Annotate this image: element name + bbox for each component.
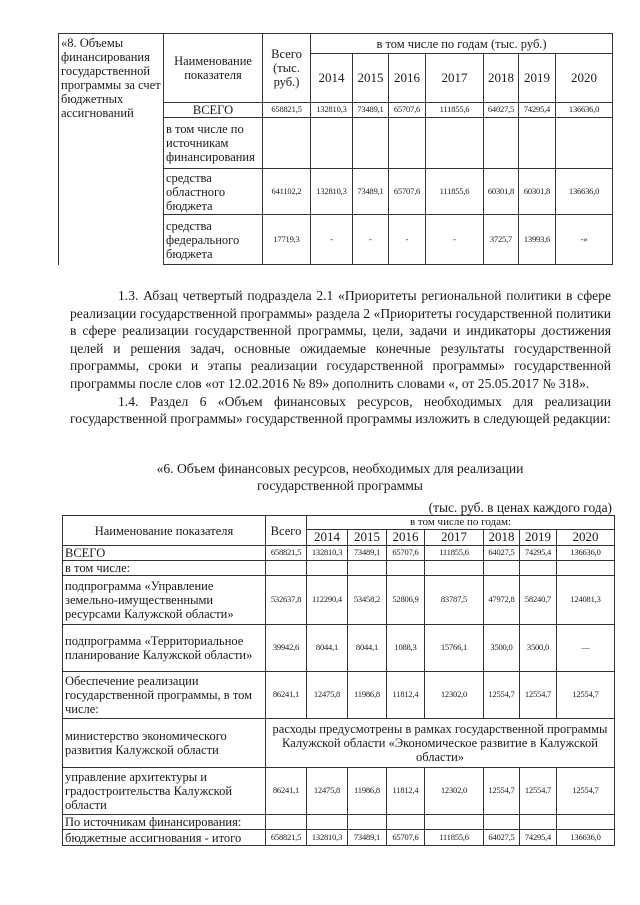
- row-value: [387, 815, 425, 830]
- row-value: —: [557, 625, 615, 672]
- row-label: управление архитектуры и градостроительства Калужской области: [63, 768, 266, 815]
- row-value: [557, 815, 615, 830]
- row-value: 74295,4: [520, 830, 557, 846]
- row-value: 73489,1: [348, 830, 387, 846]
- row-value: [307, 561, 348, 576]
- row-value: 64027,5: [484, 830, 520, 846]
- row-value: 12554,7: [484, 672, 520, 719]
- row-label: средства областного бюджета: [164, 169, 263, 215]
- row-value: [520, 561, 557, 576]
- row-total: 17719,3: [263, 215, 311, 265]
- row-value: 111855,6: [425, 546, 484, 561]
- units-note: (тыс. руб. в ценах каждого года): [428, 500, 612, 515]
- row-label: в том числе:: [63, 561, 266, 576]
- row-value: 65707,6: [387, 546, 425, 561]
- row-value: 136636,0: [556, 103, 613, 118]
- year-header: 2018: [484, 530, 520, 546]
- years-header: в том числе по годам:: [307, 516, 615, 530]
- year-header: 2015: [353, 54, 389, 103]
- header-row: [63, 516, 615, 530]
- row-value: [484, 815, 520, 830]
- row-value: 83787,5: [425, 576, 484, 625]
- year-header: 2017: [425, 530, 484, 546]
- row-value: [307, 815, 348, 830]
- row-label: подпрограмма «Территориальное планирование Калужской области»: [63, 625, 266, 672]
- year-header: 2017: [426, 54, 484, 103]
- row-total: 658821,5: [266, 546, 307, 561]
- name-header: Наименование показателя: [63, 516, 266, 546]
- row-value: 15766,1: [425, 625, 484, 672]
- section-heading: [60, 460, 620, 494]
- row-value: 74295,4: [519, 103, 556, 118]
- section-heading-line1: «6. Объем финансовых ресурсов, необходимых для реализации: [156, 461, 524, 476]
- row-value: [389, 118, 426, 169]
- table-row: [63, 625, 615, 672]
- row-value: 8044,1: [307, 625, 348, 672]
- row-value: 12554,7: [557, 672, 615, 719]
- row-value: 136636,0: [557, 546, 615, 561]
- row-value: 11812,4: [387, 768, 425, 815]
- row-label: подпрограмма «Управление земельно-имущественными ресурсами Калужской области»: [63, 576, 266, 625]
- row-value: 12475,8: [307, 768, 348, 815]
- table-row: [63, 561, 615, 576]
- row-value: 136636,0: [557, 830, 615, 846]
- year-header: 2014: [307, 530, 348, 546]
- row-label: ВСЕГО: [63, 546, 266, 561]
- row-value: 47972,8: [484, 576, 520, 625]
- section-heading-line2: государственной программы: [257, 478, 423, 493]
- total-header: Всего: [266, 516, 307, 546]
- row-value: 1088,3: [387, 625, 425, 672]
- paragraph-1-3: 1.3. Абзац четвертый подраздела 2.1 «Приоритеты региональной политики в сфере реализации государственной программы» раздела 2 «Приоритеты государственной политики в сфере реализации государственной программы, цели, задачи и индикаторы достижения целей и решения задач, основные ожидаемые конечные результаты государственной программы, сроки и этапы реализации государственной программы» государственной программы после слов «от 12.02.2016 № 89» дополнить словами «, от 25.05.2017 № 318».: [70, 288, 611, 391]
- table-row: [63, 815, 615, 830]
- row-value: [353, 118, 389, 169]
- year-header: 2016: [389, 54, 426, 103]
- year-header: 2018: [484, 54, 519, 103]
- header-row: [59, 34, 613, 54]
- resources-table: [62, 515, 615, 846]
- year-header: 2016: [387, 530, 425, 546]
- row-value: 3725,7: [484, 215, 519, 265]
- lead-cell: «8. Объемы финансирования государственной программы за счет бюджетных ассигнований: [59, 34, 164, 265]
- total-header: Всего (тыс. руб.): [263, 34, 311, 103]
- row-value: 12302,0: [425, 672, 484, 719]
- paragraph-1-4: 1.4. Раздел 6 «Объем финансовых ресурсов, необходимых для реализации государственной программы» государственной программы изложить в следующей редакции:: [70, 393, 611, 427]
- row-value: 60301,8: [484, 169, 519, 215]
- row-value: 8044,1: [348, 625, 387, 672]
- row-value: 12554,7: [484, 768, 520, 815]
- row-value: 124081,3: [557, 576, 615, 625]
- row-value: 53458,2: [348, 576, 387, 625]
- row-total: 658821,5: [266, 830, 307, 846]
- row-label: ВСЕГО: [164, 103, 263, 118]
- row-value: -»: [556, 215, 613, 265]
- row-value: [387, 561, 425, 576]
- row-value: -: [311, 215, 353, 265]
- row-value: 111855,6: [425, 830, 484, 846]
- row-label: бюджетные ассигнования - итого: [63, 830, 266, 846]
- table-row: [63, 719, 615, 768]
- row-total: [263, 118, 311, 169]
- row-value: 65707,6: [389, 103, 426, 118]
- year-header: 2020: [557, 530, 615, 546]
- row-value: -: [353, 215, 389, 265]
- table-row: [63, 830, 615, 846]
- year-header: 2014: [311, 54, 353, 103]
- row-total: 658821,5: [263, 103, 311, 118]
- row-value: [348, 561, 387, 576]
- row-total: [266, 561, 307, 576]
- row-label: средства федерального бюджета: [164, 215, 263, 265]
- row-value: 11986,8: [348, 768, 387, 815]
- row-value: 11812,4: [387, 672, 425, 719]
- row-value: 132810,3: [307, 830, 348, 846]
- row-value: [425, 815, 484, 830]
- row-value: 12554,7: [557, 768, 615, 815]
- row-value: 136636,0: [556, 169, 613, 215]
- row-value: 3500,0: [520, 625, 557, 672]
- row-value: [425, 561, 484, 576]
- table-row: [63, 546, 615, 561]
- row-value: [311, 118, 353, 169]
- row-value: 111855,6: [426, 169, 484, 215]
- row-value: 74295,4: [520, 546, 557, 561]
- row-value: [484, 118, 519, 169]
- row-value: 64027,5: [484, 103, 519, 118]
- row-value: 64027,5: [484, 546, 520, 561]
- row-value: 112290,4: [307, 576, 348, 625]
- row-value: 132810,3: [307, 546, 348, 561]
- row-value: 11986,8: [348, 672, 387, 719]
- row-value: 12554,7: [520, 768, 557, 815]
- row-value: 132810,3: [311, 169, 353, 215]
- row-total: 641102,2: [263, 169, 311, 215]
- row-value: 65707,6: [389, 169, 426, 215]
- row-value: 111855,6: [426, 103, 484, 118]
- name-header: Наименование показателя: [164, 34, 263, 103]
- row-value: 132810,3: [311, 103, 353, 118]
- row-value: 12302,0: [425, 768, 484, 815]
- passport-financing-table: [58, 33, 613, 265]
- row-value: [556, 118, 613, 169]
- row-total: 86241,1: [266, 672, 307, 719]
- merged-note: расходы предусмотрены в рамках государственной программы Калужской области «Экономическое развитие в Калужской области»: [266, 719, 615, 768]
- row-label: министерство экономического развития Калужской области: [63, 719, 266, 768]
- row-value: [519, 118, 556, 169]
- row-value: 65707,6: [387, 830, 425, 846]
- row-value: 52806,9: [387, 576, 425, 625]
- row-value: [484, 561, 520, 576]
- row-total: 532637,8: [266, 576, 307, 625]
- amendment-paragraphs: [70, 287, 611, 428]
- year-header: 2019: [519, 54, 556, 103]
- row-total: 39942,6: [266, 625, 307, 672]
- row-value: -: [426, 215, 484, 265]
- row-value: -: [389, 215, 426, 265]
- row-label: в том числе по источникам финансирования: [164, 118, 263, 169]
- year-header: 2015: [348, 530, 387, 546]
- table-row: [63, 672, 615, 719]
- table-row: [63, 768, 615, 815]
- row-value: [557, 561, 615, 576]
- row-value: [520, 815, 557, 830]
- row-label: По источникам финансирования:: [63, 815, 266, 830]
- row-value: 3500,0: [484, 625, 520, 672]
- table-row: [63, 576, 615, 625]
- row-value: 73489,1: [353, 103, 389, 118]
- row-value: 13993,6: [519, 215, 556, 265]
- year-header: 2020: [556, 54, 613, 103]
- row-total: [266, 815, 307, 830]
- row-value: [348, 815, 387, 830]
- row-value: 73489,1: [348, 546, 387, 561]
- row-value: 12554,7: [520, 672, 557, 719]
- years-header: в том числе по годам (тыс. руб.): [311, 34, 613, 54]
- row-value: [426, 118, 484, 169]
- row-value: 12475,8: [307, 672, 348, 719]
- row-value: 60301,8: [519, 169, 556, 215]
- row-label: Обеспечение реализации государственной программы, в том числе:: [63, 672, 266, 719]
- row-value: 58240,7: [520, 576, 557, 625]
- row-value: 73489,1: [353, 169, 389, 215]
- row-total: 86241,1: [266, 768, 307, 815]
- year-header: 2019: [520, 530, 557, 546]
